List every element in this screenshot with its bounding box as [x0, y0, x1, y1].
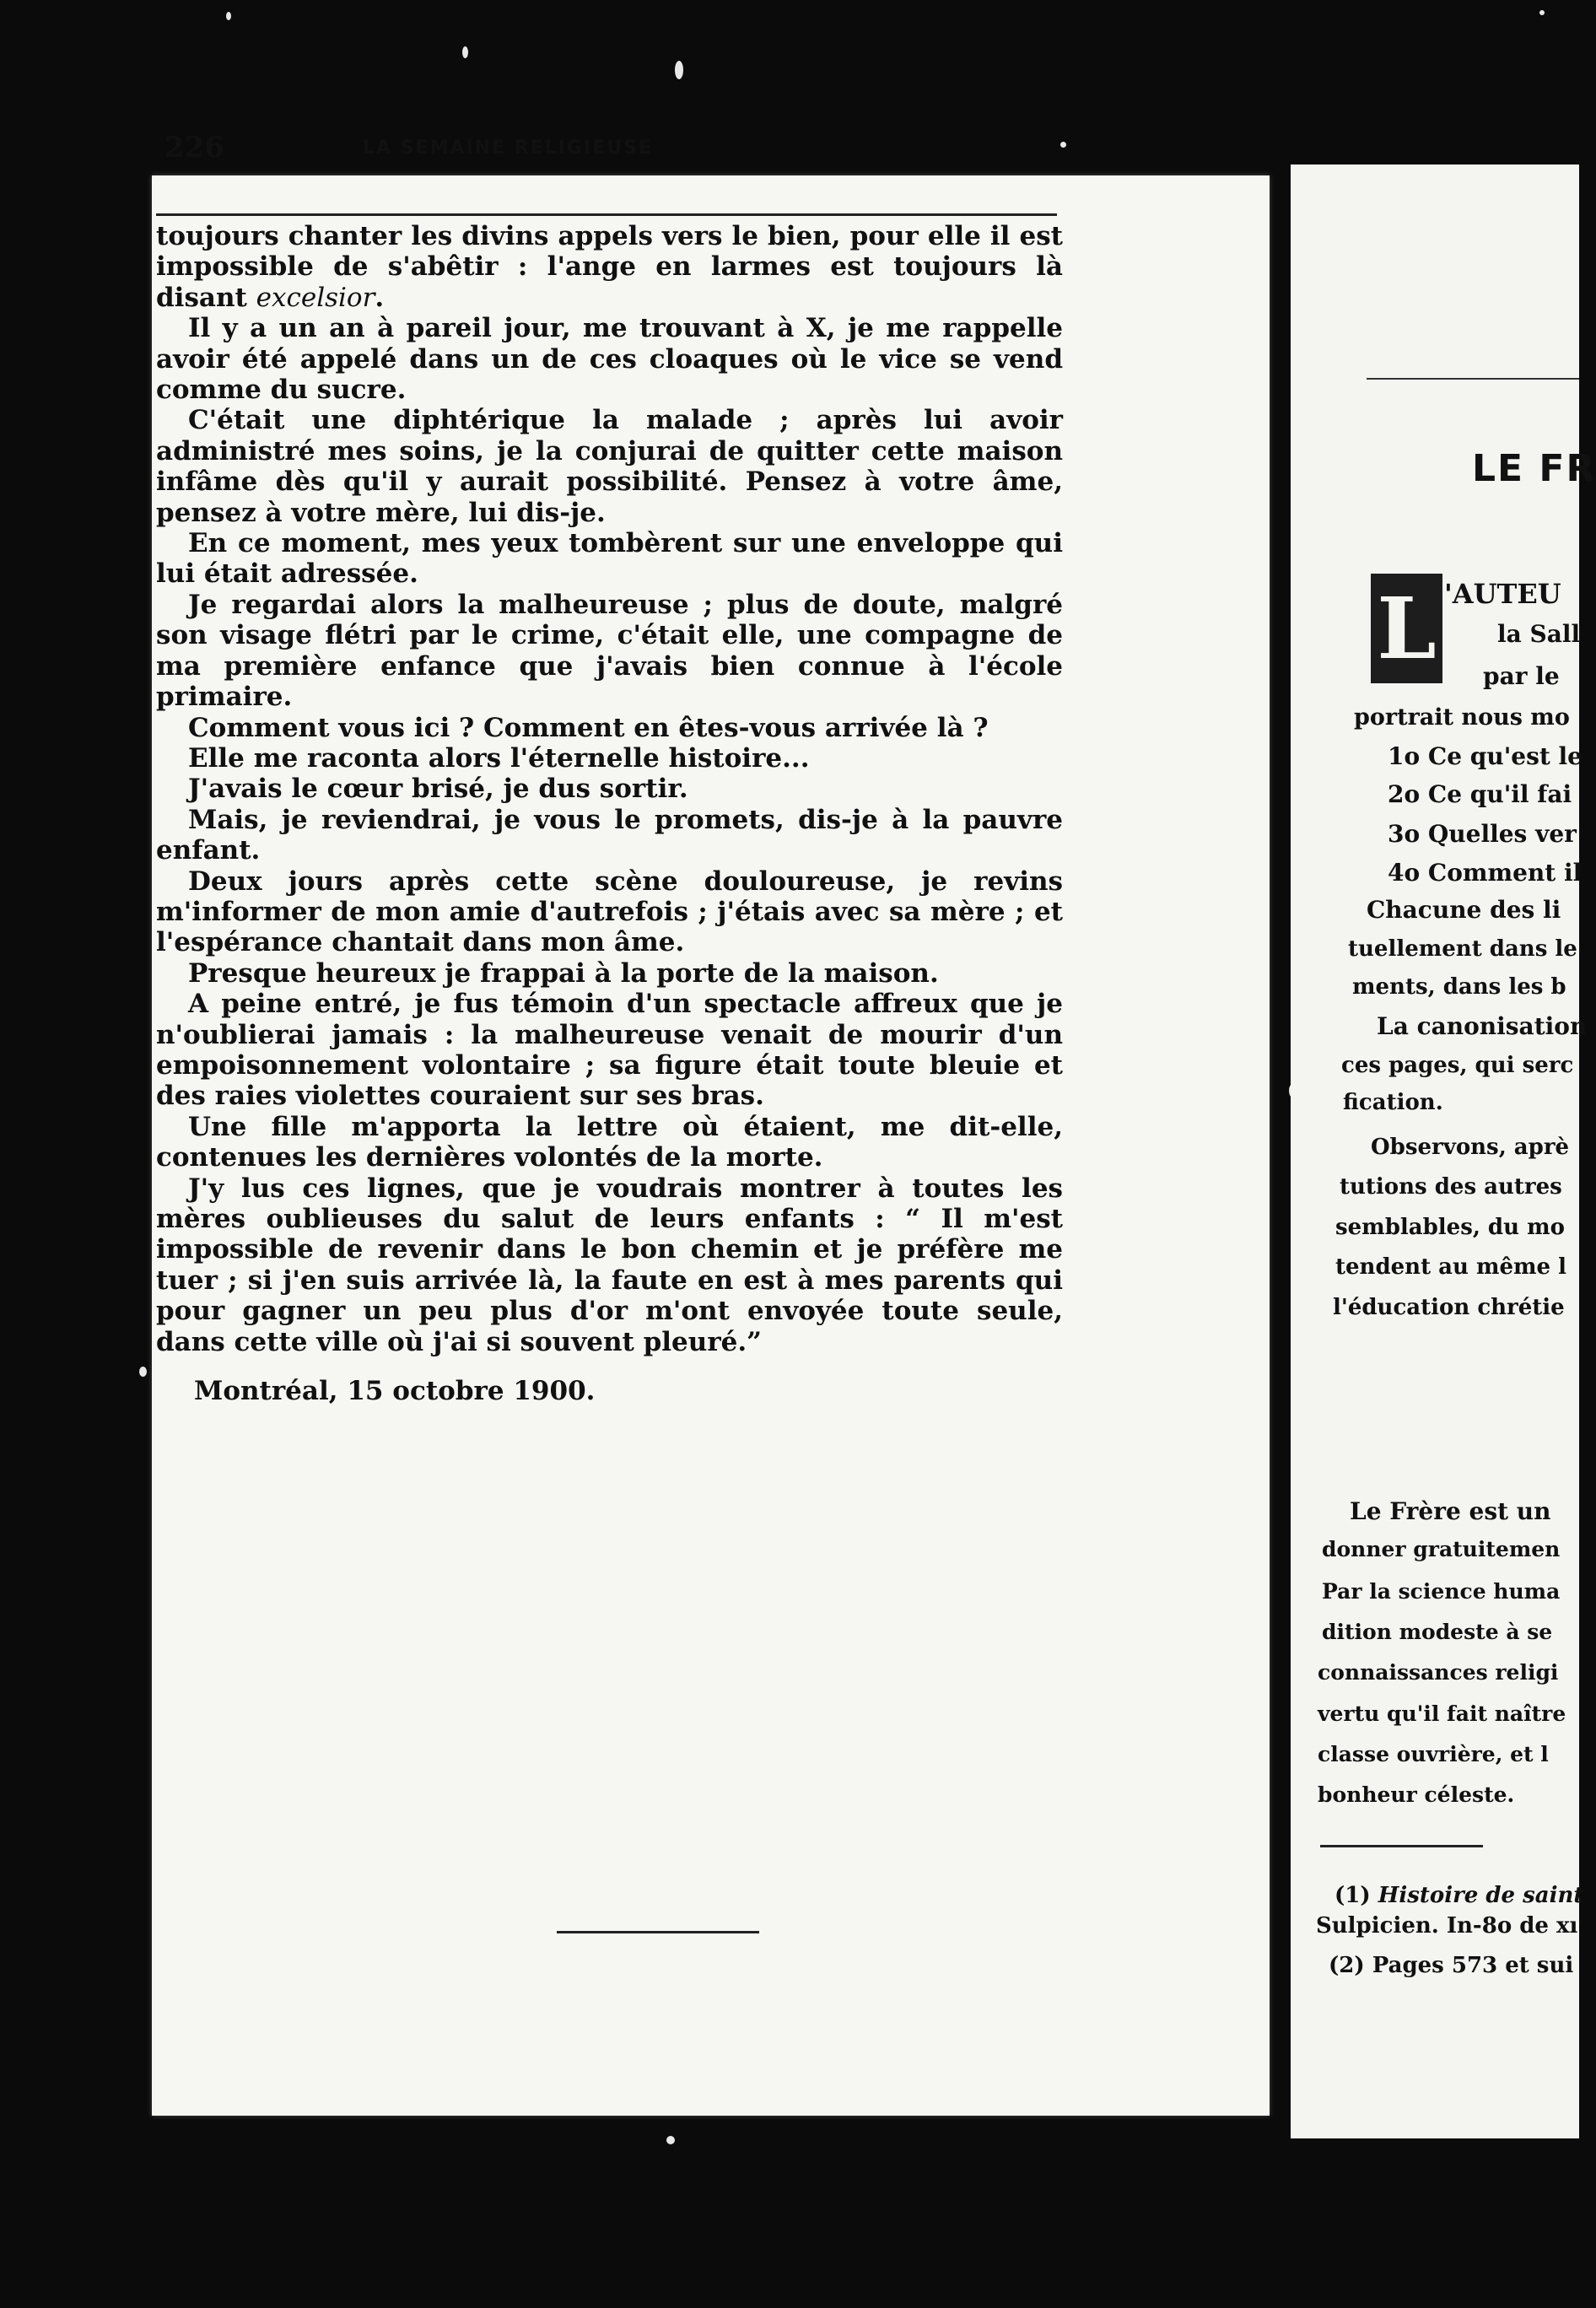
footnote: (1) Histoire de saint — [1334, 1883, 1584, 1908]
right-text-line: vertu qu'il fait naître — [1318, 1701, 1566, 1726]
paragraph: Presque heureux je frappai à la porte de la maison. — [188, 957, 939, 989]
paragraph: Il y a un an à pareil jour, me trouvant à X, je me rappelle avoir été appelé dans un de ces cloaques où le vice se vend comme du sucre. — [156, 313, 1063, 406]
film-speck — [226, 12, 231, 20]
right-text-line: Le Frère est un — [1350, 1497, 1551, 1525]
right-text-line: 2o Ce qu'il fai — [1388, 780, 1572, 808]
paragraph: C'était une diphtérique la malade ; après lui avoir administré mes soins, je la conjurai de quitter cette maison infâme dès qu'il y aurait possibilité. Pensez à votre âme, pensez à votre mère, lui dis-je. — [156, 405, 1063, 528]
right-text-line: donner gratuitemen — [1322, 1537, 1561, 1561]
right-text-line: fication. — [1343, 1090, 1443, 1115]
footnote: (2) Pages 573 et sui — [1329, 1953, 1574, 1978]
right-text-line: tuellement dans le — [1348, 936, 1577, 962]
footnote: Sulpicien. In-8o de xı — [1316, 1913, 1578, 1939]
right-text-line: portrait nous mo — [1354, 704, 1570, 731]
film-speck — [675, 61, 683, 79]
right-text-line: ments, dans les b — [1352, 974, 1566, 1000]
right-text-line: connaissances religi — [1318, 1660, 1559, 1685]
right-text-line: Observons, aprè — [1371, 1135, 1570, 1160]
paragraph: Une fille m'apporta la lettre où étaient, me dit-elle, contenues les dernières volontés de la morte. — [156, 1111, 1063, 1173]
right-text-line: 3o Quelles ver — [1388, 820, 1577, 848]
right-text-line: tendent au même l — [1335, 1254, 1566, 1280]
right-text-line: ces pages, qui serc — [1341, 1053, 1574, 1078]
film-speck — [1539, 10, 1545, 15]
right-text-line: classe ouvrière, et l — [1318, 1742, 1549, 1766]
drop-cap-initial: L — [1371, 574, 1442, 683]
right-text-line: Chacune des li — [1367, 896, 1561, 924]
latin-word: excelsior — [256, 282, 375, 313]
paragraph: Comment vous ici ? Comment en êtes-vous arrivée là ? — [188, 712, 989, 743]
right-text-line: Par la science huma — [1322, 1579, 1561, 1604]
right-text-line: l'éducation chrétie — [1333, 1295, 1565, 1320]
film-speck — [139, 1367, 147, 1377]
signoff-place-date: Montréal, 15 octobre 1900. — [194, 1376, 596, 1407]
film-speck — [666, 2136, 675, 2144]
film-speck — [1060, 142, 1066, 148]
right-text-line: 4o Comment il — [1388, 859, 1583, 887]
right-text-line: tutions des autres — [1340, 1174, 1562, 1200]
right-text-line: La canonisation — [1377, 1012, 1588, 1040]
page-number: 226 — [164, 131, 224, 164]
right-article-title: LE FR — [1472, 447, 1596, 490]
right-text-line: 'AUTEU — [1444, 578, 1561, 610]
paragraph: toujours chanter les divins appels vers le bien, pour elle il est impossible de s'abêtir : l'ange en larmes est toujours là disant excelsior. — [156, 221, 1063, 313]
paragraph: J'avais le cœur brisé, je dus sortir. — [188, 774, 688, 805]
paragraph: A peine entré, je fus témoin d'un spectacle affreux que je n'oublierai jamais : la malheureuse venait de mourir d'un empoisonnement volontaire ; sa figure était toute bleuie et des raies violettes couraient sur ses bras. — [156, 989, 1063, 1112]
footnote-rule — [1320, 1845, 1483, 1847]
running-title: LA SEMAINE RELIGIEUSE — [363, 138, 653, 159]
paragraph: En ce moment, mes yeux tombèrent sur une enveloppe qui lui était adressée. — [156, 528, 1063, 590]
right-text-line: par le — [1483, 662, 1560, 690]
running-head — [164, 131, 1054, 181]
right-text-line: semblables, du mo — [1335, 1215, 1565, 1240]
film-speck — [462, 46, 468, 58]
paragraph: Elle me raconta alors l'éternelle histoire... — [188, 742, 810, 774]
paragraph: Je regardai alors la malheureuse ; plus de doute, malgré son visage flétri par le crime, c'était elle, une compagne de ma première enfance que j'avais bien connue à l'école primaire. — [156, 589, 1063, 713]
paragraph: Deux jours après cette scène douloureuse, je revins m'informer de mon amie d'autrefois ; j'étais avec sa mère ; et l'espérance chantait dans mon âme. — [156, 866, 1063, 958]
article-body — [156, 221, 1063, 1406]
header-rule — [156, 213, 1057, 216]
right-text-line: la Sall — [1497, 620, 1581, 648]
right-text-line: 1o Ce qu'est le — [1388, 742, 1583, 770]
paragraph: J'y lus ces lignes, que je voudrais montrer à toutes les mères oublieuses du salut de leurs enfants : “ Il m'est impossible de revenir dans le bon chemin et je préfère me tuer ; si j'en suis arrivée là, la faute en est à mes parents qui pour gagner un peu plus d'or m'ont envoyée toute seule, dans cette ville où j'ai si souvent pleuré.” — [156, 1173, 1063, 1357]
end-rule — [557, 1931, 759, 1933]
right-header-rule — [1367, 378, 1579, 380]
right-text-line: bonheur céleste. — [1318, 1782, 1515, 1807]
right-text-line: dition modeste à se — [1322, 1620, 1553, 1644]
paragraph: Mais, je reviendrai, je vous le promets, dis-je à la pauvre enfant. — [156, 804, 1063, 866]
